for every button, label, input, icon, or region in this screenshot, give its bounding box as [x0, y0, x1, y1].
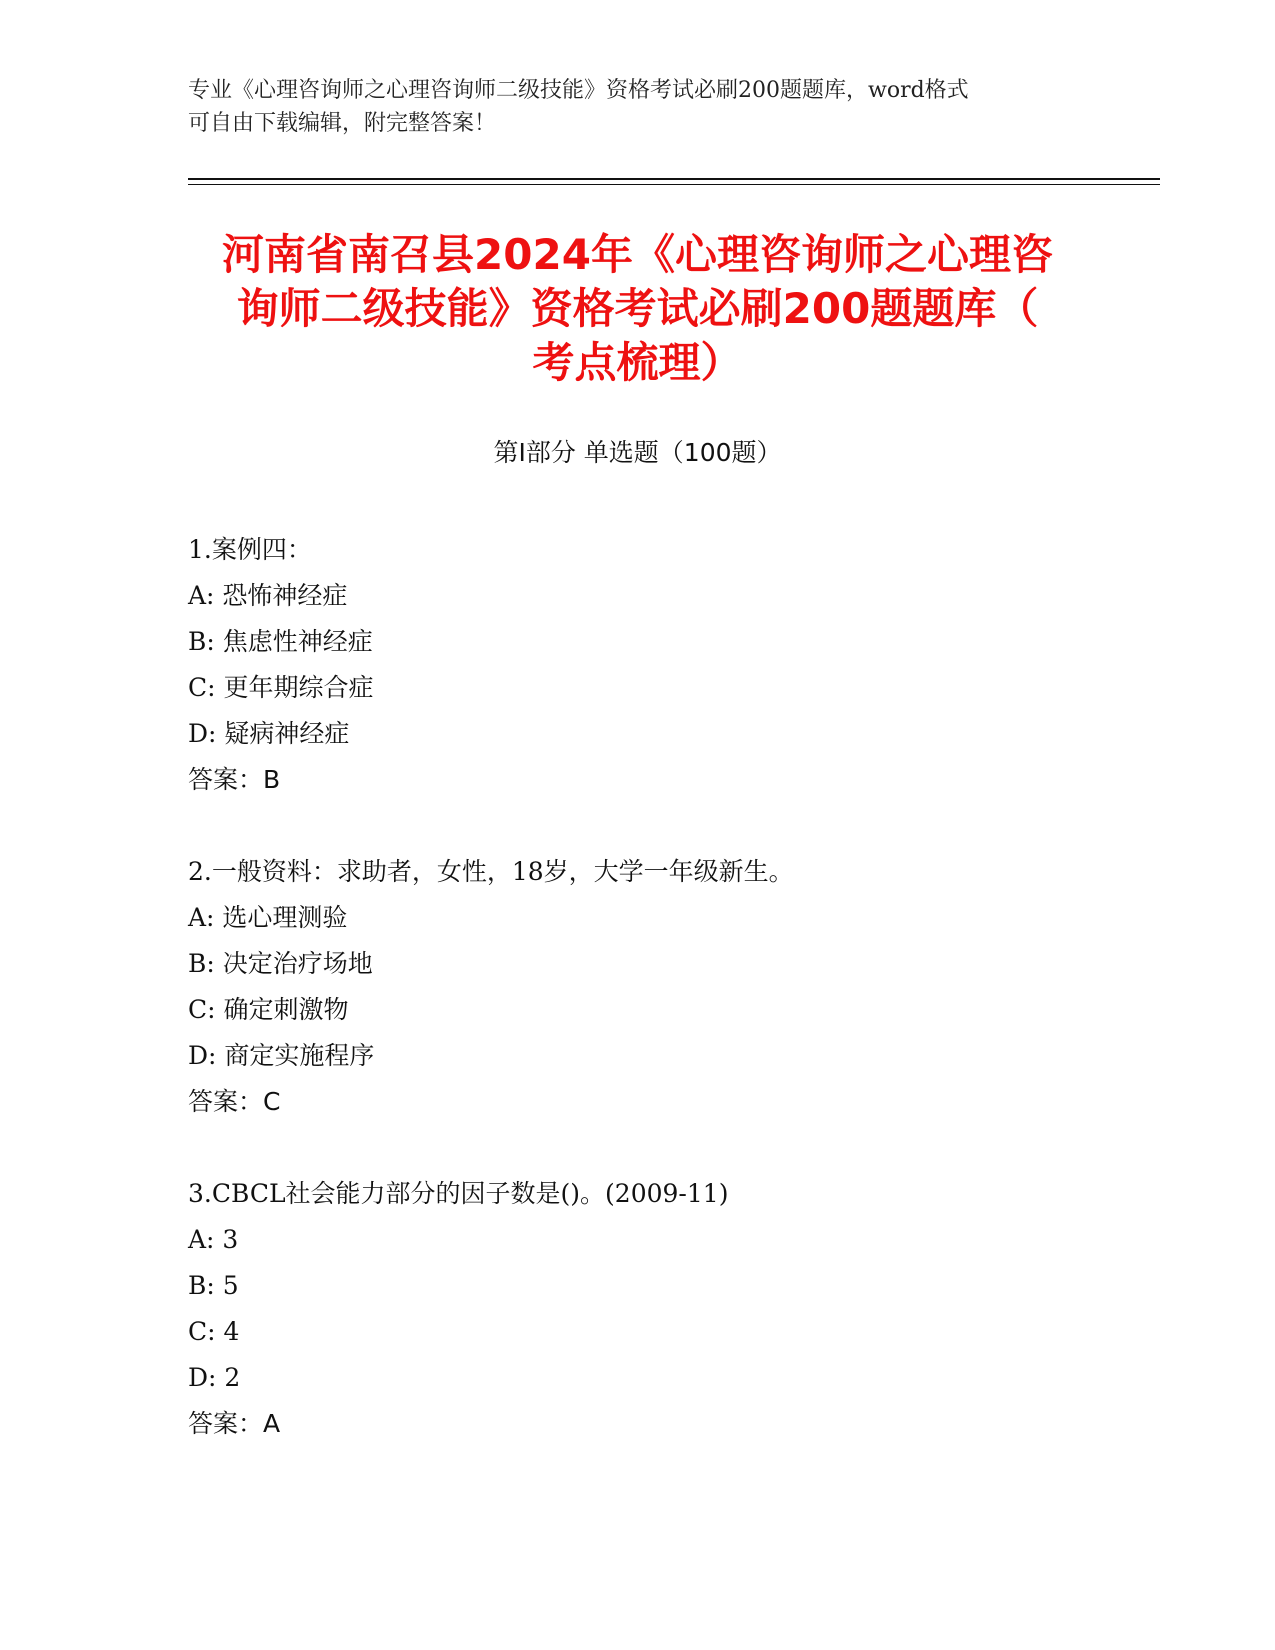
question-3: [188, 1171, 1168, 1447]
option-d: D: 疑病神经症: [188, 719, 350, 748]
option-d: D: 2: [188, 1363, 241, 1392]
answer: 答案：B: [188, 765, 281, 794]
question-2: [188, 849, 1168, 1125]
header-note-line-2: 可自由下载编辑，附完整答案！: [188, 111, 497, 136]
option-c: C: 确定刺激物: [188, 995, 349, 1024]
option-a: A: 恐怖神经症: [188, 581, 348, 610]
option-b: B: 焦虑性神经症: [188, 627, 373, 656]
option-a: A: 选心理测验: [188, 903, 348, 932]
answer: 答案：A: [188, 1409, 281, 1438]
option-c: C: 4: [188, 1317, 240, 1346]
document-title: [140, 228, 1135, 390]
header-note-line-1: 专业《心理咨询师之心理咨询师二级技能》资格考试必刷200题题库，word格式: [188, 78, 969, 103]
option-c: C: 更年期综合症: [188, 673, 374, 702]
question-stem: 2.一般资料：求助者，女性，18岁，大学一年级新生。: [188, 857, 794, 886]
header-note: [188, 74, 1068, 140]
option-d: D: 商定实施程序: [188, 1041, 375, 1070]
header-divider-thin: [188, 184, 1160, 185]
question-1: [188, 527, 1168, 803]
option-a: A: 3: [188, 1225, 239, 1254]
document-title-line-1: 河南省南召县2024年《心理咨询师之心理咨: [222, 230, 1053, 279]
question-stem: 3.CBCL社会能力部分的因子数是()。(2009-11): [188, 1179, 729, 1208]
option-b: B: 决定治疗场地: [188, 949, 373, 978]
section-title: 第Ⅰ部分 单选题（100题）: [493, 438, 782, 467]
header-divider-thick: [188, 178, 1160, 180]
question-list: [188, 527, 1168, 1493]
document-title-line-3: 考点梳理）: [532, 338, 743, 387]
question-stem: 1.案例四：: [188, 535, 312, 564]
document-title-line-2: 询师二级技能》资格考试必刷200题题库（: [236, 284, 1039, 333]
option-b: B: 5: [188, 1271, 239, 1300]
answer: 答案：C: [188, 1087, 281, 1116]
